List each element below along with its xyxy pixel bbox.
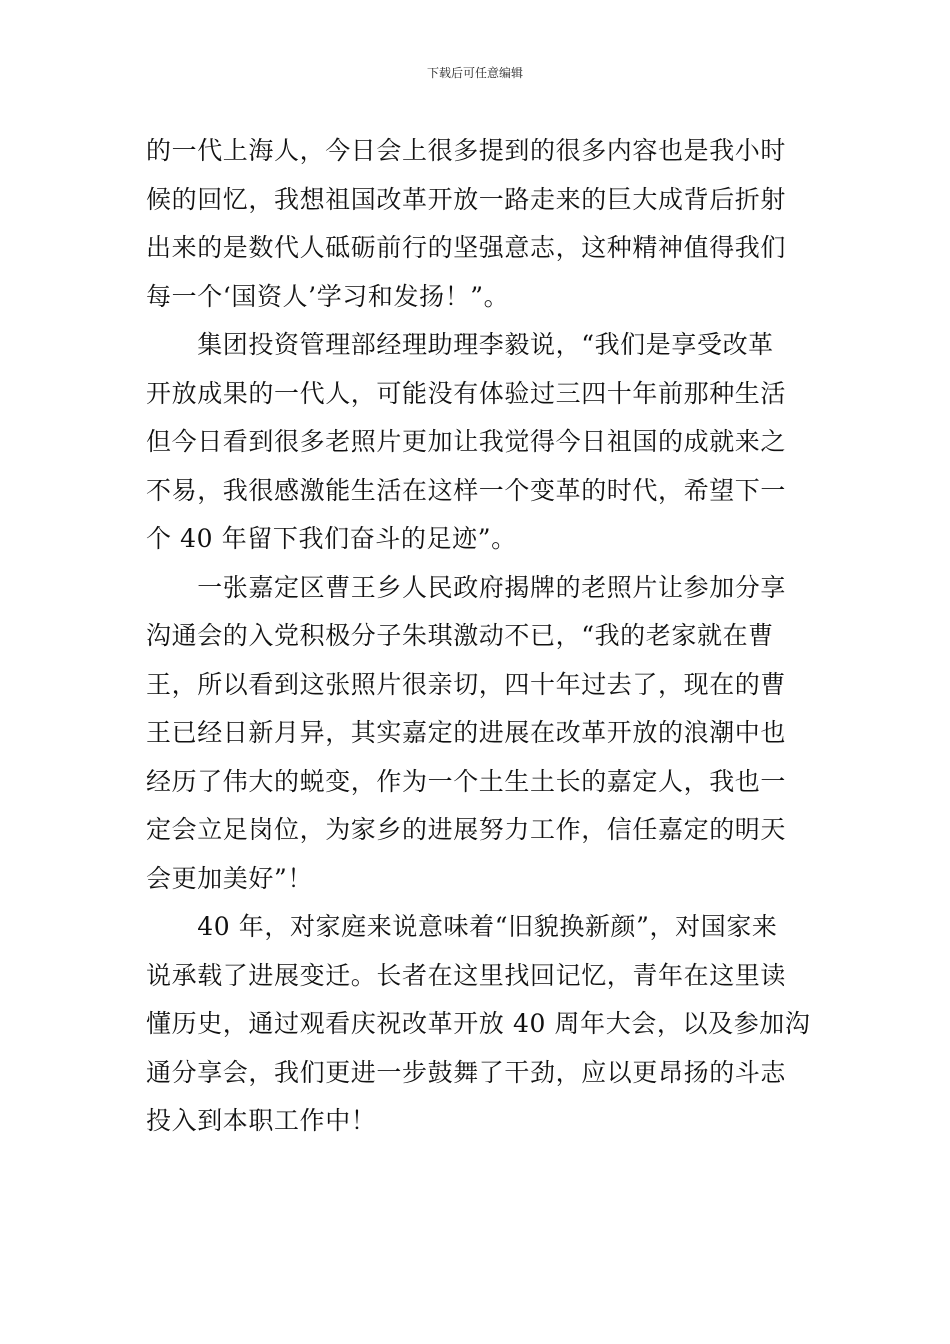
paragraph [146, 903, 811, 1146]
page-header: 下载后可任意编辑 [426, 66, 523, 80]
text-line: 定会立足岗位，为家乡的进展努力工作，信任嘉定的明天 [146, 815, 787, 844]
paragraph [146, 564, 806, 904]
text-line: 不易，我很感激能生活在这样一个变革的时代，希望下一 [146, 475, 787, 505]
text-line: 会更加美好”！ [146, 863, 313, 893]
text-line: 40 年，对家庭来说意味着“旧貌换新颜”，对国家来 [146, 912, 778, 941]
text-line: 集团投资管理部经理助理李毅说，“我们是享受改革 [146, 330, 774, 359]
text-line: 经历了伟大的蜕变，作为一个土生土长的嘉定人，我也一 [146, 766, 787, 796]
text-line: 个 40 年留下我们奋斗的足迹”。 [146, 524, 517, 553]
text-line: 的一代上海人，今日会上很多提到的很多内容也是我小时 [146, 136, 787, 165]
paragraph [146, 321, 806, 564]
text-line: 开放成果的一代人，可能没有体验过三四十年前那种生活 [146, 378, 787, 408]
text-line: 一张嘉定区曹王乡人民政府揭牌的老照片让参加分享 [146, 572, 787, 602]
text-line: 懂历史，通过观看庆祝改革开放 40 周年大会，以及参加沟 [146, 1009, 811, 1038]
text-line: 出来的是数代人砥砺前行的坚强意志，这种精神值得我们 [146, 233, 787, 262]
text-line: 沟通会的入党积极分子朱琪激动不已，“我的老家就在曹 [146, 621, 774, 650]
text-line: 通分享会，我们更进一步鼓舞了干劲，应以更昂扬的斗志 [146, 1057, 787, 1087]
text-line: 王已经日新月异，其实嘉定的进展在改革开放的浪潮中也 [146, 718, 787, 747]
text-line: 说承载了进展变迁。长者在这里找回记忆，青年在这里读 [146, 960, 787, 990]
text-line: 但今日看到很多老照片更加让我觉得今日祖国的成就来之 [146, 427, 787, 456]
text-line: 每一个‘国资人’学习和发扬！”。 [146, 281, 510, 311]
text-line: 候的回忆，我想祖国改革开放一路走来的巨大成背后折射 [146, 184, 787, 214]
paragraph [146, 127, 806, 321]
text-line: 王，所以看到这张照片很亲切，四十年过去了，现在的曹 [146, 669, 787, 699]
document-body [146, 127, 811, 1146]
text-line: 投入到本职工作中！ [146, 1106, 377, 1135]
